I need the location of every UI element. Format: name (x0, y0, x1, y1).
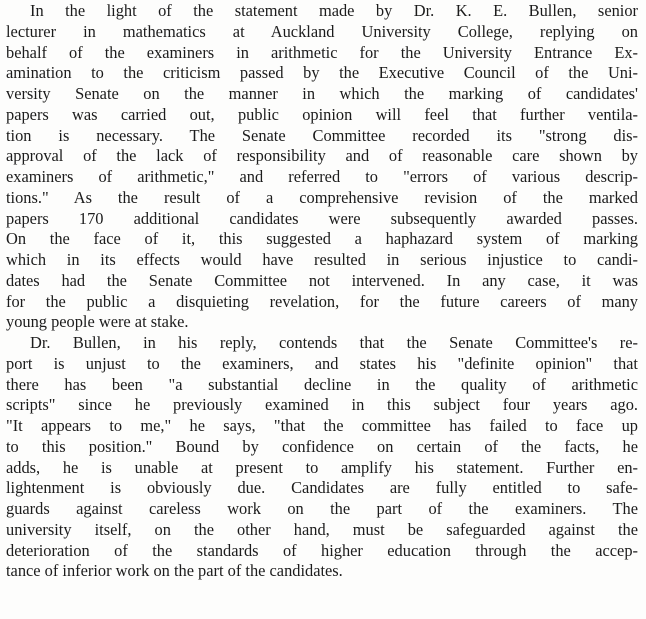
text-line: approval of the lack of responsibility and of reasonable care shown by (6, 146, 638, 166)
article-paragraph (6, 333, 638, 582)
text-line: On the face of it, this suggested a haphazard system of marking (6, 229, 638, 249)
article-paragraph (6, 1, 638, 333)
text-line: Dr. Bullen, in his reply, contends that the Senate Committee's re- (30, 333, 638, 352)
text-line: lecturer in mathematics at Auckland University College, replying on (6, 21, 638, 41)
text-line: scripts" since he previously examined in this subject four years ago. (6, 395, 638, 415)
text-line: adds, he is unable at present to amplify his statement. Further en- (6, 457, 638, 477)
text-line: versity Senate on the manner in which the marking of candidates' (6, 84, 638, 103)
text-line: there has been "a substantial decline in the quality of arithmetic (6, 374, 638, 394)
text-line: for the public a disquieting revelation, for the future careers of many (6, 291, 638, 311)
text-line: "It appears to me," he says, "that the committee has failed to face up (6, 416, 638, 435)
text-line: examiners of arithmetic," and referred to "errors of various descrip- (6, 167, 638, 186)
text-line: young people were at stake. (6, 312, 189, 332)
text-line: amination to the criticism passed by the Executive Council of the Uni- (6, 63, 638, 83)
text-line: In the light of the statement made by Dr. K. E. Bullen, senior (30, 1, 638, 20)
text-line: tion is necessary. The Senate Committee recorded its "strong dis- (6, 125, 638, 145)
text-line: dates had the Senate Committee not intervened. In any case, it was (6, 270, 638, 290)
text-line: which in its effects would have resulted in serious injustice to candi- (6, 250, 638, 269)
text-line: lightenment is obviously due. Candidates are fully entitled to safe- (6, 478, 638, 498)
text-line: papers 170 additional candidates were subsequently awarded passes. (6, 208, 638, 228)
text-line: deterioration of the standards of higher education through the accep- (6, 540, 638, 560)
text-line: guards against careless work on the part of the examiners. The (6, 499, 638, 518)
text-line: tions." As the result of a comprehensive revision of the marked (6, 187, 638, 207)
text-line: to this position." Bound by confidence on certain of the facts, he (6, 436, 638, 456)
text-line: papers was carried out, public opinion will feel that further ventila- (6, 104, 638, 124)
text-line: behalf of the examiners in arithmetic for the University Entrance Ex- (6, 42, 638, 62)
text-line: tance of inferior work on the part of the candidates. (6, 561, 343, 581)
text-line: port is unjust to the examiners, and states his "definite opinion" that (6, 353, 638, 373)
text-line: university itself, on the other hand, must be safeguarded against the (6, 519, 638, 539)
editorial-article (6, 1, 638, 582)
